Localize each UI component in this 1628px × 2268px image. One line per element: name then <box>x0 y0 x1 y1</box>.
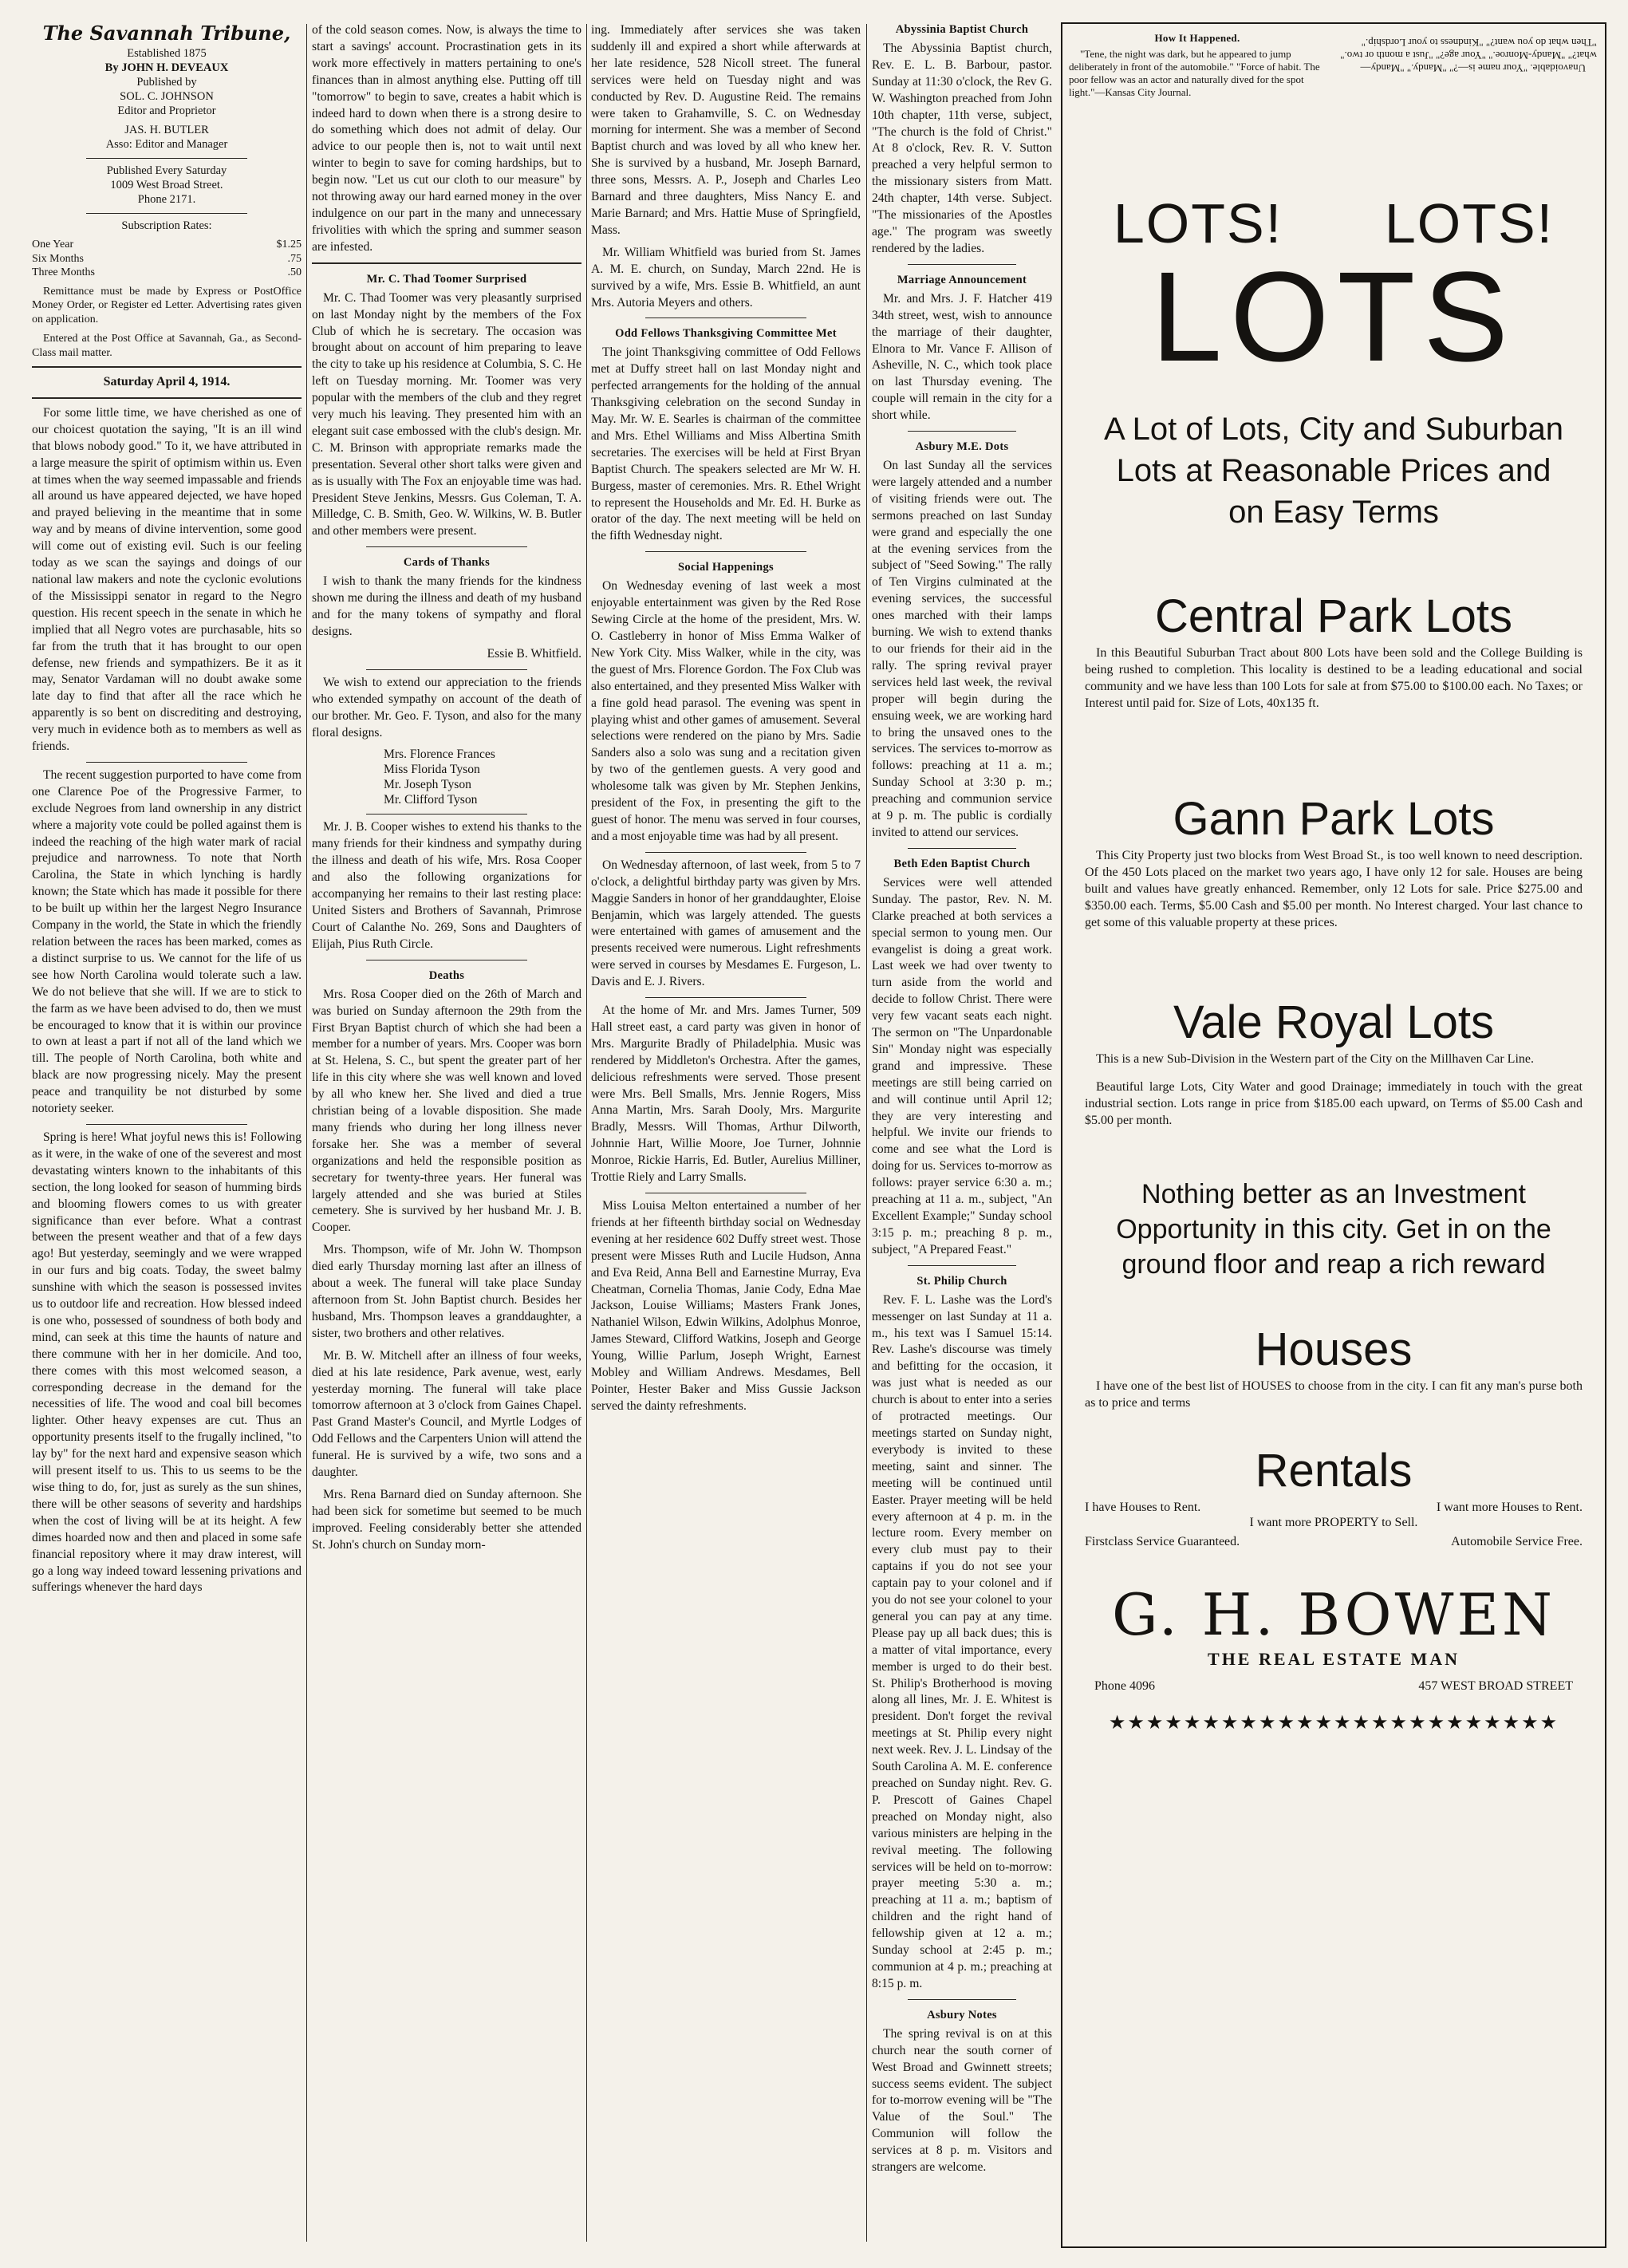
headline-odd-fellows: Odd Fellows Thanksgiving Committee Met <box>615 327 837 341</box>
article-odd-fellows: The joint Thanksgiving committee of Odd Fellows met at Duffy street hall on last Monday night and perfected arrangements for the holding of the annual Thanksgiving celebration on the second Sunday in May. Mr. W. E. Searles is chairman of the committee and Mrs. Ethel Williams and Miss Albertina Smith secretaries. The exercises will be held at First Bryan Baptist Church. The speakers selected are Mr W. H. Burgess, master of ceremonies. Mrs. R. Ethel Wright to represent the Households and Mr. Ed. H. Burke as orator of the day. The next meeting will be held on the fifth Wednesday night. <box>591 345 861 543</box>
social-melton: Miss Louisa Melton entertained a number of her friends at her fifteenth birthday social on Wednesday evening at her residence 602 Duffy street west. Those present were Misses Ruth and Lucile Hudson, Anna and Eva Reid, Anna Bell and Earnestine Murray, Eva Cheatman, Cornelia Thomas, Janie Cody, Edna Mae Jackson, Louise Williams; Masters Frank Jones, Nathaniel Wilson, Edwin Wilkins, Adolphus Monroe, James Steward, Clifford Watkins, Joseph and George Young, Willie Parlum, Joseph Wright, Earnest Mobley and William Andrews. Mesdames, Bell Pointer, Hester Baker and Miss Gussie Jackson served the dainty refreshments. <box>591 1199 861 1413</box>
rate-price: $1.25 <box>276 239 302 250</box>
headline-beth-eden: Beth Eden Baptist Church <box>893 857 1031 870</box>
signature-name: Mr. Joseph Tyson <box>384 778 471 792</box>
service-row <box>1062 1533 1605 1550</box>
service-right: Automobile Service Free. <box>1451 1535 1583 1548</box>
editorial-north-carolina: The recent suggestion purported to have come from one Clarence Poe of the Progressive Farmer, to exclude Negroes from land ownership in any district where a majority vote could be polled against them is indeed the reaching of the high water mark of racial prejudice and narrowness. To note that North Carolina, the State in which lynching is hardly known; the State which has made it possible for there to be built up within her the largest Negro Insurance Company in the world, the State in which the friendly relation between the races has been marked, comes as a distinct surprise to us. We cannot for the life of us see how North Carolina would tolerate such a law. We do not believe that she will. If we are to stick to the farm as we have been advised to do, then we must be encouraged to know that it is within our province to own at least a part if not all of the land which we till. The people of North Carolina, both white and black are now progressing nicely. May the present peace and tranquility be not disturbed by some notoriety seeker. <box>32 767 302 1116</box>
separator <box>908 431 1016 432</box>
column-2 <box>312 22 581 2248</box>
obituary-cooper: Mrs. Rosa Cooper died on the 26th of March and was buried on Sunday afternoon the 29th from the First Bryan Baptist church of which she had been a member for a number of years. Mrs. Cooper was born at St. Helena, S. C., but spent the greater part of her life in this city where she was well known and loved by all who knew her. She lived and died a true christian being of a lovable disposition. She made many friends who during her long illness never forsake her. She was a member of several organizations and held the responsible position as secretary for twenty-three years. Her funeral was largely attended and she was buried at Stiles cemetery. She is survived by her husband Mr. J. B. Cooper. <box>312 987 581 1235</box>
headline-asbury-dots: Asbury M.E. Dots <box>915 440 1009 454</box>
rate-label: One Year <box>32 239 74 250</box>
rentals-left: I have Houses to Rent. <box>1085 1501 1201 1514</box>
column-4 <box>872 22 1052 2248</box>
rate-row <box>32 266 302 280</box>
assoc-editor: JAS. H. BUTLER <box>124 124 209 136</box>
rate-row <box>32 252 302 266</box>
lots-word: LOTS! <box>1113 192 1283 254</box>
rentals-title: Rentals <box>1255 1445 1413 1497</box>
separator <box>366 546 528 547</box>
separator <box>908 848 1016 849</box>
lots-big: LOTS <box>1151 245 1516 388</box>
obituary-mitchell: Mr. B. W. Mitchell after an illness of four weeks, died at his late residence, Park avenue, west, early yesterday morning. The funeral will take place tomorrow afternoon at 3 o'clock from Gaines Chapel. Past Grand Master's Council, and Myrtle Lodges of Odd Fellows and the Carpenters Union will attend the funeral. He is survived by a wife, two sons and a daughter. <box>312 1348 581 1480</box>
publisher-role: Editor and Proprietor <box>117 105 216 117</box>
vale-royal-desc1: This is a new Sub-Division in the Western part of the City on the Millhaven Car Line. <box>1096 1052 1534 1066</box>
separator <box>908 264 1016 265</box>
church-beth-eden: Services were well attended Sunday. The pastor, Rev. N. M. Clarke preached at both services a special sermon to young men. Our evangelist is doing a great work. Last week we had over twenty to turn aside from the world and decide to follow Christ. There were very few vacant seats each night. The sermon on "The Unpardonable Sin" Monday night was especially grand and impressive. These meetings are still being carried on and will continue until April 12; they are very interesting and helpful. We invite our friends to come and see what the Lord is doing for us. Services to-morrow as follows: prayer service 6:30 a. m.; preaching at 11 a. m., subject, "An Excellent Example;" Sunday school 3:15 p. m.; preaching 8 p. m., subject, "A Prepared Feast." <box>872 875 1052 1256</box>
vale-royal-title: Vale Royal Lots <box>1173 996 1494 1048</box>
lots-word: LOTS! <box>1384 192 1555 254</box>
phone: Phone 2171. <box>137 193 196 206</box>
separator <box>86 762 248 763</box>
agent-contact <box>1062 1679 1605 1694</box>
separator <box>32 397 302 399</box>
ad-body <box>1062 191 1605 1734</box>
column-rule <box>306 24 307 2242</box>
editorial-vardaman: For some little time, we have cherished as one of our choicest quotation the saying, "It is an ill wind that blows nobody good." To it, we have attributed in a large measure the spirit of optimism within us. Even at times when the way seemed impassable and friends all around us have appeared dejected, we have hoped and prayed believing in the meantime that in some way and by means of divine intervention, some good will come out of existing evil. Such is our feeling today as we scan the sayings and doings of our national law makers and note the cyclonic evolutions of the Mississippi senator in regard to the Negro question. His recent speech in the senate in which he implied that all Negro votes are purchasable, hits so far from the truth that it has brought to our open defense, new friends and sympathizers. Be it as it may, Senator Vardaman will no doubt awake some late day to find that after all the race which he apparently is so bent on discrediting and destroying, very much in evidence both as to members as well as friends. <box>32 405 302 754</box>
lots-tagline: A Lot of Lots, City and Suburban Lots at Reasonable Prices and on Easy Terms <box>1104 412 1563 530</box>
obituary-barnard: Mrs. Rena Barnard died on Sunday afternoon. She had been sick for sometime but seemed to be much improved. Feeling considerably better she attended St. John's church on Sunday morn- <box>312 1487 581 1552</box>
headline-social: Social Happenings <box>678 561 774 574</box>
established: Established 1875 <box>127 47 207 60</box>
agent-address: 457 WEST BROAD STREET <box>1418 1679 1573 1693</box>
column-rule <box>866 24 867 2242</box>
gann-park-text <box>1062 847 1605 931</box>
houses-title: Houses <box>1255 1323 1413 1375</box>
rentals-row <box>1062 1499 1605 1516</box>
address: 1009 West Broad Street. <box>110 179 223 191</box>
separator <box>312 262 581 264</box>
star-border: ★★★★★★★★★★★★★★★★★★★★★★★★ <box>1108 1713 1559 1734</box>
church-asbury-notes: The spring revival is on at this church near the south corner of West Broad and Gwinnett streets; success seems evident. The subject for to-morrow evening will be "The Value of the Soul." The Communion will follow the services at 8 p. m. Visitors and strangers are welcome. <box>872 2026 1052 2175</box>
headline-deaths: Deaths <box>428 968 465 982</box>
separator <box>908 1265 1016 1266</box>
investment-pitch: Nothing better as an Investment Opportunity in this city. Get in on the ground floor and reap a rich reward <box>1116 1179 1551 1280</box>
signature-name: Mrs. Florence Frances <box>384 747 495 762</box>
joke-text: "Tene, the night was dark, but he appeared to jump deliberately in front of the automobile." "Force of habit. The poor fellow was an actor and naturally dived for the spot light."—Kansas City Journal. <box>1069 48 1320 98</box>
service-left: Firstclass Service Guaranteed. <box>1085 1535 1240 1548</box>
social-red-rose: On Wednesday evening of last week a most enjoyable entertainment was given by the Red Rose Sewing Circle at the home of the president, Mrs. W. O. Castleberry in honor of Miss Emma Walker of New York City. Miss Walker, while in the city, was the guest of Mrs. Florence Gordon. The Fox Club was also entertained, and they presented Miss Walker with a fine gold head parasol. The evening was spent in playing whist and other games of amusement. Several selections were rendered on the piano by Mrs. Sadie Sanders also a solo was sung and a recitation given by two of the gentlemen guests. A very good and wholesome talk was given by Mr. Stephen Jenkins, president of the Fox, in presenting the gift to the guest of honor. The menu was served in four courses, and a most enjoyable time was had by all present. <box>591 579 861 843</box>
church-abyssinia: The Abyssinia Baptist church, Rev. E. L. B. Barbour, pastor. Sunday at 11:30 o'clock, the Rev G. W. Washington preached from John 10th chapter, 11th verse, subject, "The church is the fold of Christ." At 8 o'clock, Rev. R. V. Sutton preached a very helpful sermon to the missionary sisters from Matt. 24th chapter, 14th verse. Subject. "The missionaries of the Apostles age." The program was sweetly rendered by the ladies. <box>872 41 1052 255</box>
headline-cards-of-thanks: Cards of Thanks <box>403 556 491 570</box>
obituary-barnard-cont: ing. Immediately after services she was taken suddenly ill and expired a short while afterwards at her late residence, 528 Nicoll street. The funeral services were held on Tuesday night and was conducted by Rev. D. Augustine Reid. The remains were taken to Grahamville, S. C. on Wednesday morning for interment. She was a member of Second Baptist church and was loved by all who knew her. She is survived by a husband, Mr. Joseph Barnard, three sons, Messrs. A. P., Joseph and Charles Leo Barnard and three daughters, Miss Nancy E. and Marie Barnard; and Mrs. Hattie Muse of Springfield, Mass. <box>591 23 861 237</box>
central-park-title: Central Park Lots <box>1154 590 1513 642</box>
entered-note: Entered at the Post Office at Savannah, Ga., as Second-Class mail matter. <box>32 333 302 359</box>
flipped-text: Unavoidable. "Your name is—?" "Mandy." "Mandy—what?" "Mandy-Monroe." "Your age?" "Just a month or two." "Then what do you want?" "Kindness to your Lordship." <box>1340 37 1597 74</box>
rate-row <box>32 238 302 252</box>
founder: By JOHN H. DEVEAUX <box>104 61 229 74</box>
signature-name: Mr. Clifford Tyson <box>384 793 478 807</box>
agent-name: G. H. BOWEN <box>1111 1581 1556 1648</box>
separator <box>908 1999 1016 2000</box>
thanks-whitfield: I wish to thank the many friends for the kindness shown me during the illness and death of my husband and for the many tokens of sympathy and floral designs. <box>312 574 581 638</box>
assoc-role: Asso: Editor and Manager <box>105 138 228 151</box>
publisher: SOL. C. JOHNSON <box>120 90 214 103</box>
published-every: Published Every Saturday <box>106 164 227 177</box>
rentals-mid: I want more PROPERTY to Sell. <box>1249 1516 1418 1529</box>
separator <box>645 852 807 853</box>
separator <box>366 669 528 670</box>
church-st-philip: Rev. F. L. Lashe was the Lord's messenger on last Sunday at 11 a. m., his text was I Samuel 15:14. Rev. Lashe's discourse was timely and befitting for the occasion, it was just what is needed as our church is about to enter into a series of protracted meetings. Our meetings started on Sunday night, everybody is invited to these meeting, saint and sinner. The meeting will be continued until Easter. Prayer meeting will be held every afternoon at 4 p. m. in the lecture room. Every member on every club must pay to their captains if you do not see your captain pay to your colonel and if you do not see your colonel to your general you can pay at any time. Please pay up all back dues; this is a matter of vital importance, every member is urged to do their best. St. Philip's Brotherhood is moving along all lines, Mr. J. E. Whitest is president. Don't forget the revival meetings at St. Philip every night next week. Rev. J. L. Lindsay of the South Carolina A. M. E. conference preached on Sunday night. Rev. G. P. Prescott of Gaines Chapel preached on Monday night, also various ministers are helping in the revival meeting. The following services will be held on to-morrow: prayer meeting 5:30 a. m.; preaching at 11 a. m.; baptism of children and the right hand of fellowship given at 12 a. m.; Sunday school at 2:45 p. m.; communion at 4 p. m.; preaching at 8:15 p. m. <box>872 1292 1052 1990</box>
separator <box>86 1124 248 1125</box>
rate-label: Six Months <box>32 252 84 265</box>
how-it-happened <box>1069 30 1326 105</box>
article-toomer: Mr. C. Thad Toomer was very pleasantly surprised on last Monday night by the members of the Fox Club of which he is secretary. The occasion was brought about on account of him preparing to leave the city to take up his residence at Columbia, S. C. He left on Tuesday morning. Mr. Toomer was very popular with the members of the club and they regret very much his leaving. They presented him with an elegant suit case embossed with the club's design. Mr. C. M. Brinson with appropriate remarks made the presentation. Several other short talks were given and as is usually with The Fox an enjoyable time was had. President Steve Jenkins, Messrs. Gus Coleman, T. A. Milledge, C. B. Smith, Geo. W. Wilkins, W. B. Butler and other members were present. <box>312 290 581 538</box>
issue-date: Saturday April 4, 1914. <box>103 375 231 389</box>
headline-toomer: Mr. C. Thad Toomer Surprised <box>366 272 527 286</box>
separator <box>86 213 248 214</box>
headline-marriage: Marriage Announcement <box>897 273 1027 286</box>
thanks-tyson: We wish to extend our appreciation to the friends who extended sympathy on account of the death of our brother. Mr. Geo. F. Tyson, and also for the many floral designs. <box>312 675 581 740</box>
column-1 <box>32 22 302 2248</box>
central-park-text <box>1062 645 1605 712</box>
column-3 <box>591 22 861 2248</box>
signature-names <box>312 747 581 807</box>
headline-abyssinia: Abyssinia Baptist Church <box>895 23 1029 36</box>
remittance-note: Remittance must be made by Express or PostOffice Money Order, or Register ed Letter. Advertising rates given on application. <box>32 285 302 325</box>
separator <box>645 551 807 552</box>
obituary-thompson: Mrs. Thompson, wife of Mr. John W. Thompson died early Thursday morning last after an illness of about a week. The funeral will take place Sunday afternoon from St. John Baptist church. Besides her husband, Mrs. Thompson leaves a granddaughter, a sister, two brothers and other relatives. <box>312 1243 581 1340</box>
published-by: Published by <box>136 76 197 89</box>
vale-royal-desc2: Beautiful large Lots, City Water and good Drainage; immediately in touch with the great industrial section. Lots range in price from $185.00 each upward, on Terms of $5.00 Cash and $5.00 per month. <box>1085 1080 1583 1127</box>
rate-price: .50 <box>287 266 302 278</box>
signature: Essie B. Whitfield. <box>487 646 581 661</box>
separator <box>645 997 807 998</box>
social-card-party: At the home of Mr. and Mrs. James Turner, 509 Hall street east, a card party was given in honor of Mrs. Margurite Bradly of Philadelphia. Music was rendered by Middleton's Orchestra. After the games, delicious refreshments were served. Those present were Mrs. Bell Smalls, Mrs. Jennie Rogers, Miss Anna Martin, Mrs. Sarah Dooly, Mrs. Margurite Bradly, Messrs. Will Thomas, Arthur Dilworth, Johnnie Hart, Willie Moore, Joe Turner, Johnnie Monroe, Rickie Harris, Ed. Butler, Aurelius Milliner, Trottie Riely and Larry Smalls. <box>591 1004 861 1185</box>
rates-table <box>32 238 302 280</box>
separator <box>86 158 248 159</box>
masthead-title: The Savannah Tribune, <box>42 22 291 45</box>
church-asbury: On last Sunday all the services were largely attended and a number of visiting friends were out. The sermons preached on last Sunday were grand and especially the one at the evening services from the subject of "Seed Sowing." The rally of Ten Virgins culminated at the evening services, the successful ones marched with their lamps burning. We wish to extend thanks to our friends for their aid in the rally. The spring revival prayer services held last week, the revival proper will begin during the ensuing week, we are working hard to bring the unsaved ones to the services. The services to-morrow as follows: preaching at 11 a. m.; Sunday School at 3:30 p. m.; preaching and communion service at 9 p. m. The public is cordially invited to attend our services. <box>872 459 1052 839</box>
marriage-announcement: Mr. and Mrs. J. F. Hatcher 419 34th street, west, wish to announce the marriage of their daughter, Elnora to Mr. Vance F. Allison of Asheville, N. C., which took place on last Thursday evening. The couple will remain in the city for a short while. <box>872 291 1052 423</box>
rentals-right: I want more Houses to Rent. <box>1436 1501 1583 1514</box>
thanks-cooper: Mr. J. B. Cooper wishes to extend his thanks to the many friends for their kindness and sympathy during the illness and death of his wife, Mrs. Rosa Cooper and also the following organizations for accompanying her remains to their last resting place: United Sisters and Brothers of Savannah, Primrose Court of Calanthe No. 269, Sons and Daughters of Elijah, Pius Ruth Circle. <box>312 820 581 951</box>
gann-park-title: Gann Park Lots <box>1173 793 1495 845</box>
gann-park-desc: This City Property just two blocks from West Broad St., is too well known to need description. Of the 450 Lots placed on the market two years ago, I have only 12 for sale. Houses are being built and values have greatly enhanced. Remember, only 12 Lots for sale. Price $275.00 and $350.00 each. Terms, $5.00 Cash and $5.00 per month. No Interest charged. Your last chance to get some of this valuable property at these prices. <box>1085 849 1583 929</box>
upside-down-filler <box>1340 30 1597 74</box>
obituary-whitfield: Mr. William Whitfield was buried from St. James A. M. E. church, on Sunday, March 22nd. He is survived by a wife, Mrs. Essie B. Whitfield, an aunt Mrs. Autoria Meyers and others. <box>591 245 861 310</box>
vale-royal-text <box>1062 1051 1605 1129</box>
central-park-desc: In this Beautiful Suburban Tract about 800 Lots have been sold and the College Building is being rushed to completion. This locality is destined to be a leading educational and social community and we have less than 100 Lots for sale at from $75.00 to $100.00 each. No Taxes; or Interest until paid for. Size of Lots, 40x135 ft. <box>1085 646 1583 710</box>
rates-title: Subscription Rates: <box>121 219 212 232</box>
editorial-spring: Spring is here! What joyful news this is! Following as it were, in the wake of one of the severest and most devastating winters known to the inhabitants of this section, the long looked for season of humming birds and blooming flowers comes to us with greater significance than ever before. What a contrast between the present weather and that of a few days ago! But yesterday, seemingly and we were wrapped in our furs and big coats. Today, the sweet balmy sunshine with which the season is possessed invites us to outdoor life and recreation. How blessed indeed is one who, possessed of soundness of both body and mind, can seek at this time the haunts of nature and there commune with her in her domicile. And too, there comes with this most welcomed season, a corresponding decrease in the demand for the necessities of life. The wood and coal bill becomes lighter. Other heavy expenses are cut. Thus an opportunity presents itself to the frugally inclined, "to lay by" for the next hard and expensive season which will present itself to us. This to us seems to be the wise thing to do, for, just as surely as the sun shines, there will be other seasons of severity and hardships when the cost of living will be at its height. A few dimes hoarded now and then and placed in some safe financial repository where it may draw interest, will go a long way indeed toward lessening privations and sufferings whenever the hard days <box>32 1130 302 1595</box>
headline-st-philip: St. Philip Church <box>916 1274 1007 1288</box>
houses-desc: I have one of the best list of HOUSES to choose from in the city. I can fit any man's purse both as to price and terms <box>1085 1379 1583 1410</box>
agent-title: THE REAL ESTATE MAN <box>1208 1649 1460 1669</box>
social-birthday: On Wednesday afternoon, of last week, from 5 to 7 o'clock, a delightful birthday party was given by Mrs. Maggie Sanders in honor of her granddaughter, Eloise Benjamin, which was largely attended. The guests were entertained with games of amusement and the presents received were numerous. Light refreshments were served in courses by Mesdames E. Furgeson, L. Davis and E. J. Rivers. <box>591 858 861 989</box>
real-estate-advertisement <box>1061 22 1606 2248</box>
editorial-spring-cont: of the cold season comes. Now, is always the time to start a savings' account. Procrastination gets in its work more effectively in matters pertaining to one's finances than in almost anything else. Putting off till "tomorrow" to begin to save, creates a habit which is indeed hard to down when there is a strong desire to do something which does not admit of delay. Our advice to our people then is, not to wait until next winter to begin to save for coming hardships, but to begin now. "Let us cut our cloth to our measure" by not throwing away our hard earned money in the over indulgence on our part in the many and unnecessary frivolities with which the spring and summer season are infested. <box>312 23 581 254</box>
separator <box>366 814 528 815</box>
separator <box>32 366 302 368</box>
rate-label: Three Months <box>32 266 95 278</box>
headline-how-it-happened: How It Happened. <box>1154 32 1240 44</box>
signature-name: Miss Florida Tyson <box>384 763 480 777</box>
headline-asbury-notes: Asbury Notes <box>927 2008 997 2021</box>
rate-price: .75 <box>287 252 302 265</box>
houses-text <box>1062 1378 1605 1411</box>
agent-phone: Phone 4096 <box>1094 1679 1155 1693</box>
column-rule <box>586 24 587 2242</box>
